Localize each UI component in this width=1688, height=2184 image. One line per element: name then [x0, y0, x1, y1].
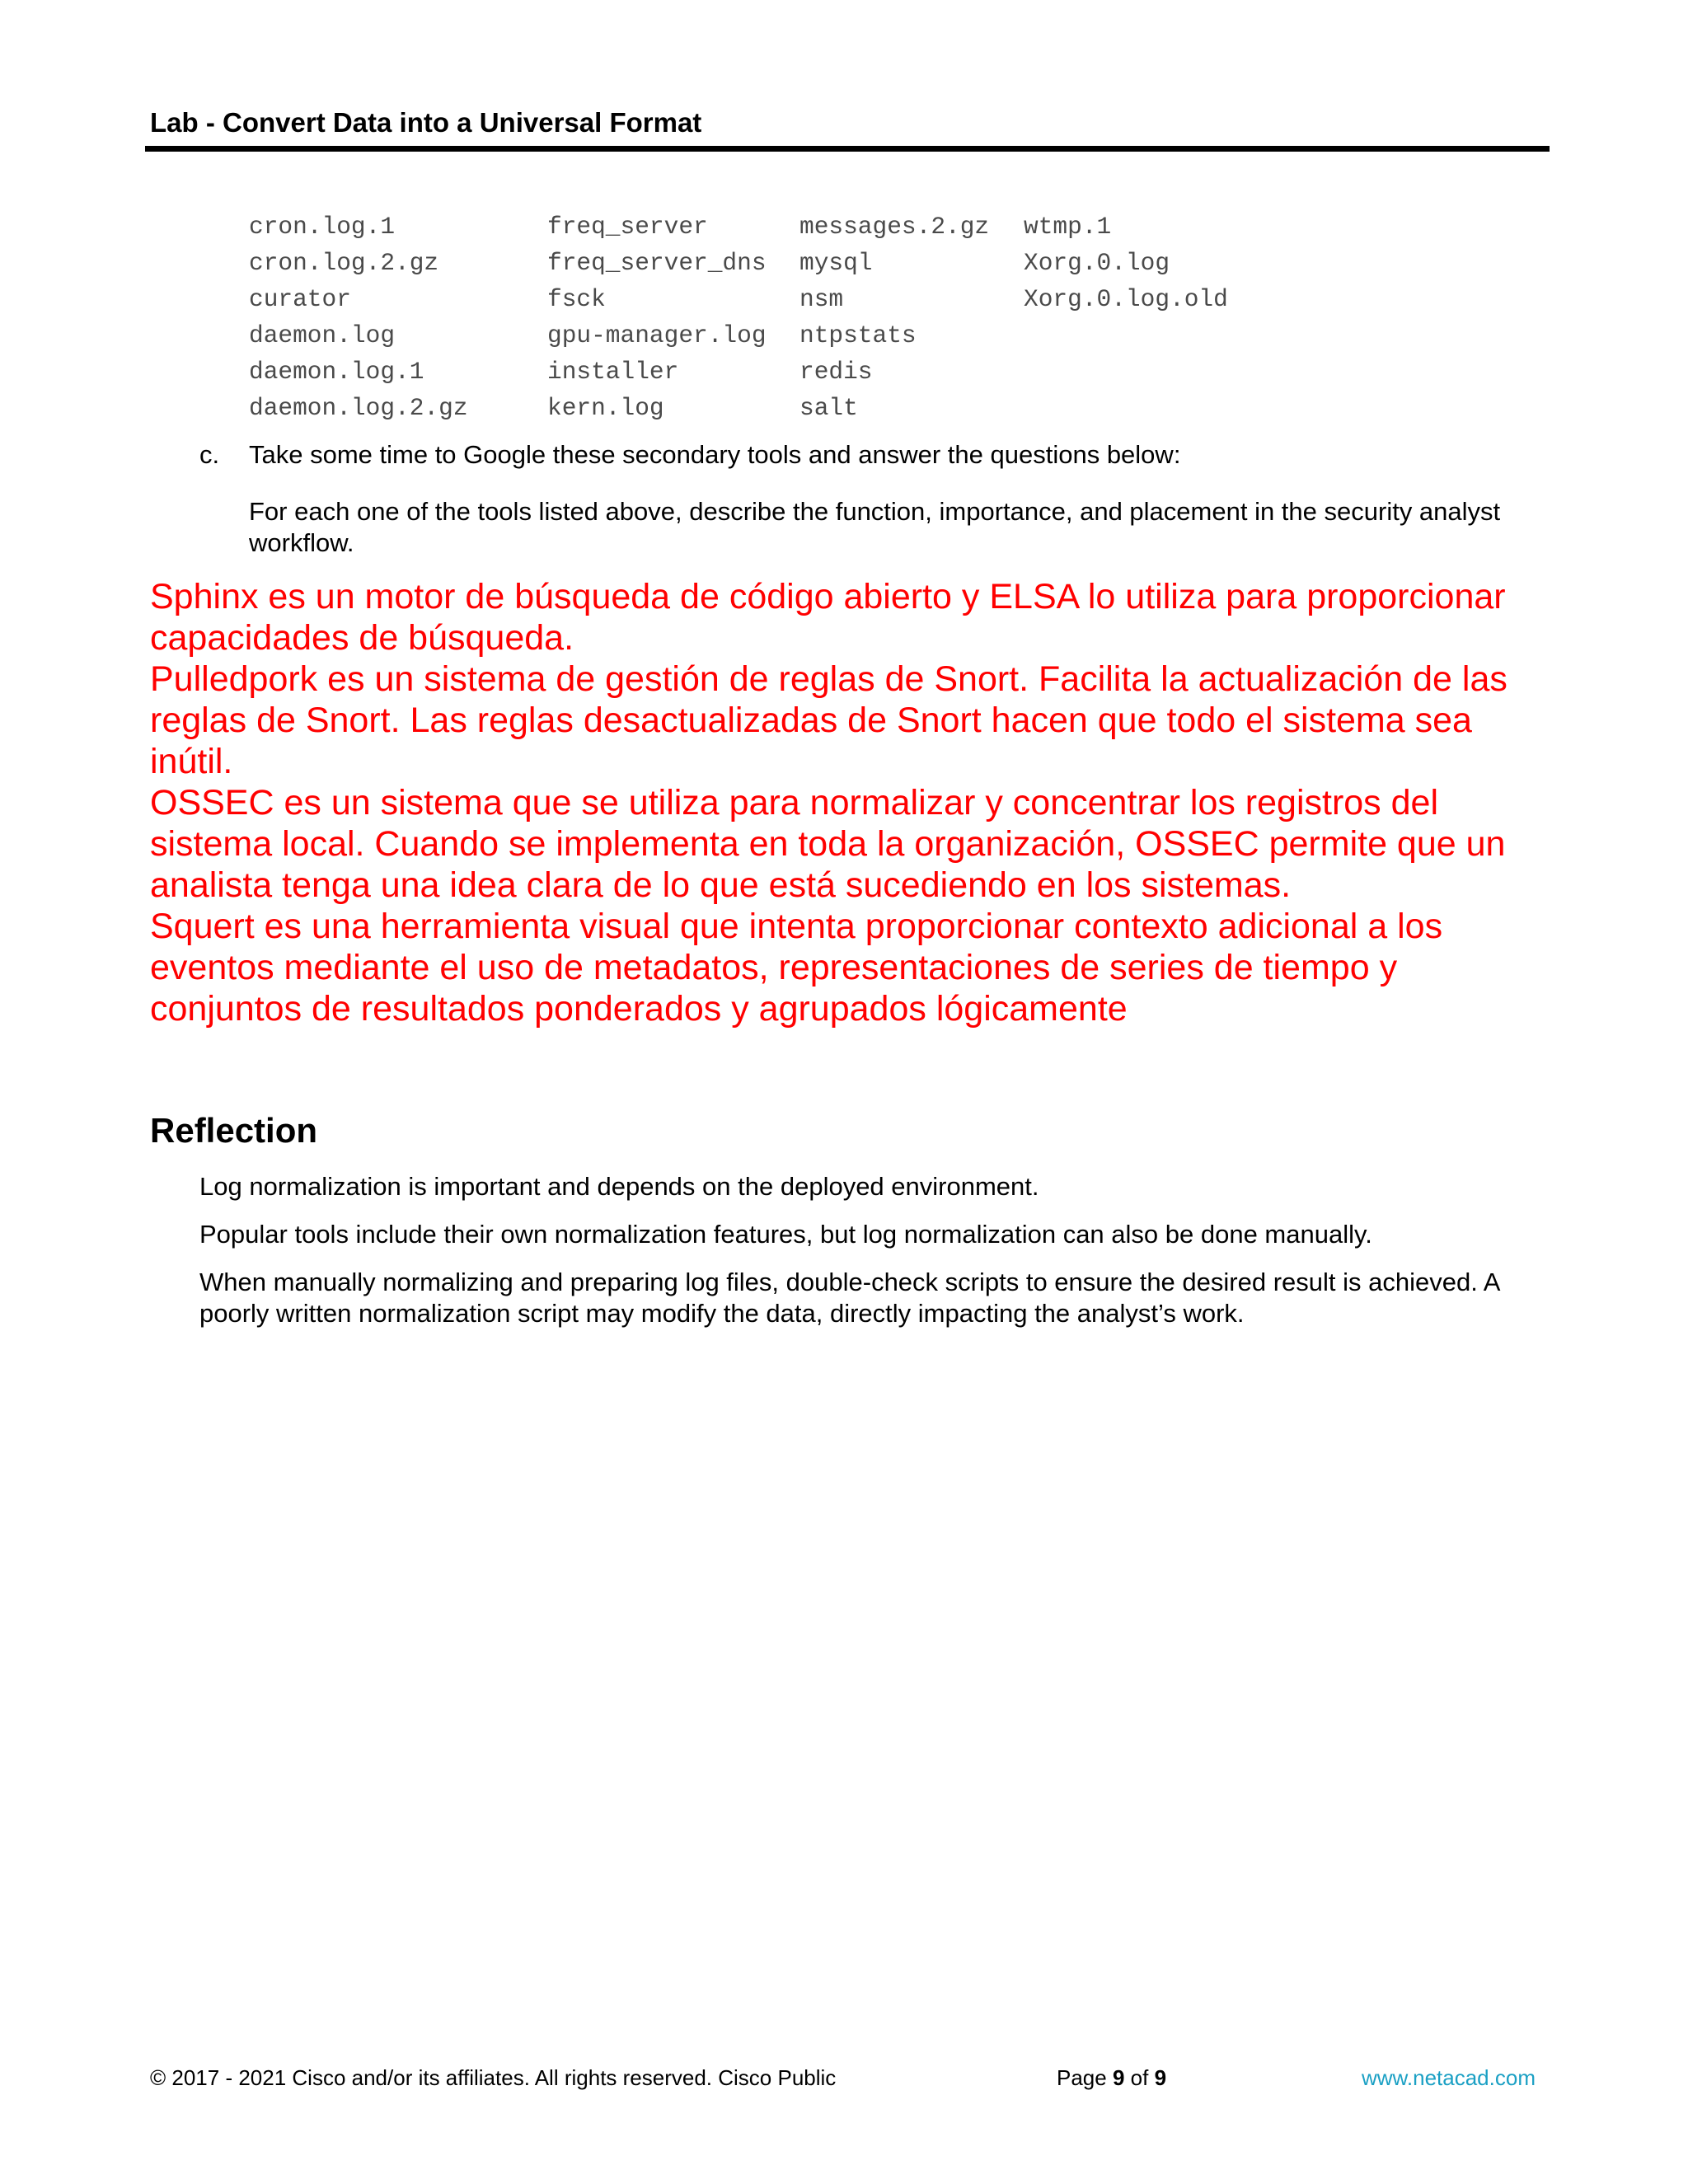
listing-cell: nsm [799, 285, 844, 313]
listing-cell: freq_server [547, 213, 708, 241]
step-instruction: Take some time to Google these secondary tools and answer the questions below: [249, 440, 1181, 469]
footer-website-link[interactable]: www.netacad.com [1362, 2065, 1536, 2090]
page-label: Page [1057, 2065, 1107, 2090]
section-heading-reflection: Reflection [150, 1111, 318, 1150]
listing-cell: Xorg.0.log.old [1024, 285, 1228, 313]
listing-cell: freq_server_dns [547, 249, 767, 277]
listing-cell: salt [799, 394, 858, 422]
listing-cell: ntpstats [799, 321, 917, 349]
listing-row [249, 209, 1287, 245]
listing-cell: daemon.log.1 [249, 358, 424, 386]
listing-row [249, 317, 1287, 354]
listing-cell: installer [547, 358, 679, 386]
answer-block [150, 576, 1551, 1029]
step-c [199, 440, 1180, 470]
footer-copyright: © 2017 - 2021 Cisco and/or its affiliates. All rights reserved. Cisco Public [150, 2065, 837, 2090]
listing-cell: fsck [547, 285, 606, 313]
step-marker: c. [199, 440, 220, 469]
listing-row [249, 245, 1287, 281]
listing-row [249, 390, 1287, 426]
listing-cell: cron.log.1 [249, 213, 396, 241]
file-listing [249, 209, 1287, 426]
answer-sphinx: Sphinx es un motor de búsqueda de código abierto y ELSA lo utiliza para proporcionar capacidades de búsqueda. [150, 577, 1506, 658]
step-question: For each one of the tools listed above, describe the function, importance, and placement in the security analyst workflow. [249, 497, 1501, 557]
listing-cell: cron.log.2.gz [249, 249, 439, 277]
answer-squert: Squert es una herramienta visual que intenta proporcionar contexto adicional a los eventos mediante el uso de metadatos, representaciones de series de tiempo y conjuntos de resultados ponderados y agrupados lógicamente [150, 907, 1443, 1029]
page-header-title: Lab - Convert Data into a Universal Format [150, 107, 702, 138]
listing-row [249, 354, 1287, 390]
reflection-paragraph: When manually normalizing and preparing log files, double-check scripts to ensure the desired result is achieved. A poorly written normalization script may modify the data, directly impacting the analyst’s work. [199, 1268, 1499, 1328]
listing-row [249, 281, 1287, 317]
listing-cell: gpu-manager.log [547, 321, 767, 349]
answer-ossec: OSSEC es un sistema que se utiliza para normalizar y concentrar los registros del sistema local. Cuando se implementa en toda la organización, OSSEC permite que un analista tenga una idea clara de lo que está sucediendo en los sistemas. [150, 783, 1506, 905]
answer-pulledpork: Pulledpork es un sistema de gestión de reglas de Snort. Facilita la actualización de las reglas de Snort. Las reglas desactualizadas de Snort hacen que todo el sistema sea inútil. [150, 659, 1507, 781]
page-of: of [1130, 2065, 1149, 2090]
listing-cell: curator [249, 285, 351, 313]
footer-page-number [1057, 2065, 1166, 2091]
listing-cell: wtmp.1 [1024, 213, 1112, 241]
reflection-paragraph: Popular tools include their own normalization features, but log normalization can also be done manually. [199, 1220, 1372, 1249]
page-total: 9 [1154, 2065, 1167, 2090]
reflection-body [199, 1171, 1551, 1346]
listing-cell: daemon.log [249, 321, 396, 349]
listing-cell: Xorg.0.log [1024, 249, 1170, 277]
listing-cell: mysql [799, 249, 873, 277]
reflection-paragraph: Log normalization is important and depends on the deployed environment. [199, 1172, 1039, 1201]
listing-cell: kern.log [547, 394, 664, 422]
header-divider [145, 146, 1550, 152]
listing-cell: daemon.log.2.gz [249, 394, 468, 422]
page-current: 9 [1112, 2065, 1125, 2090]
listing-cell: messages.2.gz [799, 213, 990, 241]
listing-cell: redis [799, 358, 873, 386]
